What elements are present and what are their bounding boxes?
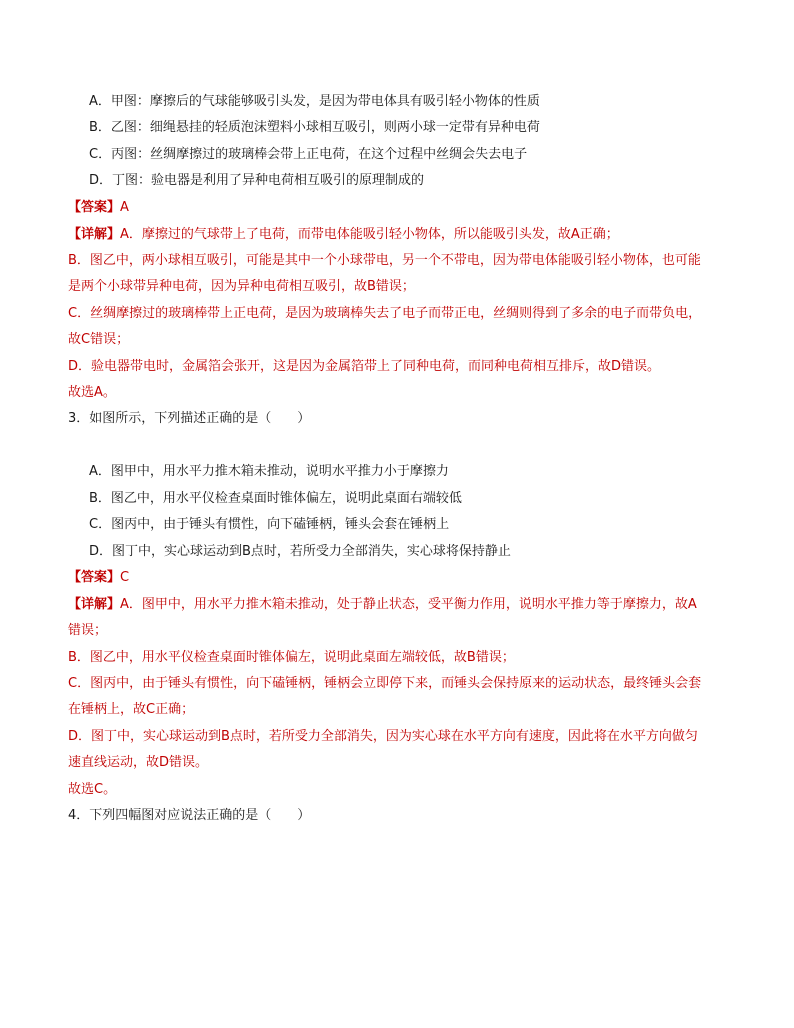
q2-option-d: D．丁图：验电器是利用了异种电荷相互吸引的原理制成的: [89, 173, 425, 188]
q3-detail-line-2: 错误；: [68, 623, 108, 638]
q2-answer: [68, 200, 129, 216]
q3-conclusion: 故选C。: [68, 782, 117, 797]
q2-detail-line-2: B．图乙中，两小球相互吸引，可能是其中一个小球带电，另一个不带电，因为带电体能吸引轻小物体，也可能: [68, 253, 701, 268]
q3-answer-label: 【答案】: [68, 570, 121, 585]
q2-detail-label: 【详解】: [68, 227, 121, 242]
q3-detail-label: 【详解】: [68, 597, 121, 612]
q3-answer: [68, 570, 129, 586]
q2-detail-line-1: [68, 227, 619, 243]
q2-answer-label: 【答案】: [68, 200, 121, 215]
q3-answer-value: C: [120, 570, 130, 585]
q3-detail-line-5: 在锤柄上，故C正确；: [68, 702, 195, 717]
q3-detail-line-6: D．图丁中，实心球运动到B点时，若所受力全部消失，因为实心球在水平方向有速度，因此将在水平方向做匀: [68, 729, 698, 744]
q4-stem: 4．下列四幅图对应说法正确的是（ ）: [68, 808, 311, 823]
q3-detail-line-1: [68, 597, 697, 613]
q3-detail-text-1: A．图甲中，用水平力推木箱未推动，处于静止状态，受平衡力作用，说明水平推力等于摩擦力，故A: [120, 597, 697, 612]
q2-option-c: C．丙图：丝绸摩擦过的玻璃棒会带上正电荷，在这个过程中丝绸会失去电子: [89, 147, 528, 162]
q2-detail-line-4: C．丝绸摩擦过的玻璃棒带上正电荷，是因为玻璃棒失去了电子而带正电，丝绸则得到了多余的电子而带负电，: [68, 306, 702, 321]
q3-option-d: D．图丁中，实心球运动到B点时，若所受力全部消失，实心球将保持静止: [89, 544, 511, 559]
q2-detail-text-1: A．摩擦过的气球带上了电荷，而带电体能吸引轻小物体，所以能吸引头发，故A正确；: [120, 227, 619, 242]
q2-detail-line-6: D．验电器带电时，金属箔会张开，这是因为金属箔带上了同种电荷，而同种电荷相互排斥，故D错误。: [68, 359, 661, 374]
q3-option-a: A．图甲中，用水平力推木箱未推动，说明水平推力小于摩擦力: [89, 464, 449, 479]
q3-option-b: B．图乙中，用水平仪检查桌面时锥体偏左，说明此桌面右端较低: [89, 491, 462, 506]
q3-detail-line-3: B．图乙中，用水平仪检查桌面时锥体偏左，说明此桌面左端较低，故B错误；: [68, 650, 515, 665]
q3-detail-line-4: C．图丙中，由于锤头有惯性，向下磕锤柄，锤柄会立即停下来，而锤头会保持原来的运动状态，最终锤头会套: [68, 676, 702, 691]
q2-option-b: B．乙图：细绳悬挂的轻质泡沫塑料小球相互吸引，则两小球一定带有异种电荷: [89, 120, 540, 135]
q3-stem: 3．如图所示，下列描述正确的是（ ）: [68, 411, 311, 426]
q2-detail-line-3: 是两个小球带异种电荷，因为异种电荷相互吸引，故B错误；: [68, 279, 415, 294]
q2-conclusion: 故选A。: [68, 385, 116, 400]
q3-option-c: C．图丙中，由于锤头有惯性，向下磕锤柄，锤头会套在锤柄上: [89, 517, 450, 532]
q3-detail-line-7: 速直线运动，故D错误。: [68, 755, 209, 770]
q2-answer-value: A: [120, 200, 129, 215]
q2-option-a: A．甲图：摩擦后的气球能够吸引头发，是因为带电体具有吸引轻小物体的性质: [89, 94, 540, 109]
q2-detail-line-5: 故C错误；: [68, 332, 130, 347]
